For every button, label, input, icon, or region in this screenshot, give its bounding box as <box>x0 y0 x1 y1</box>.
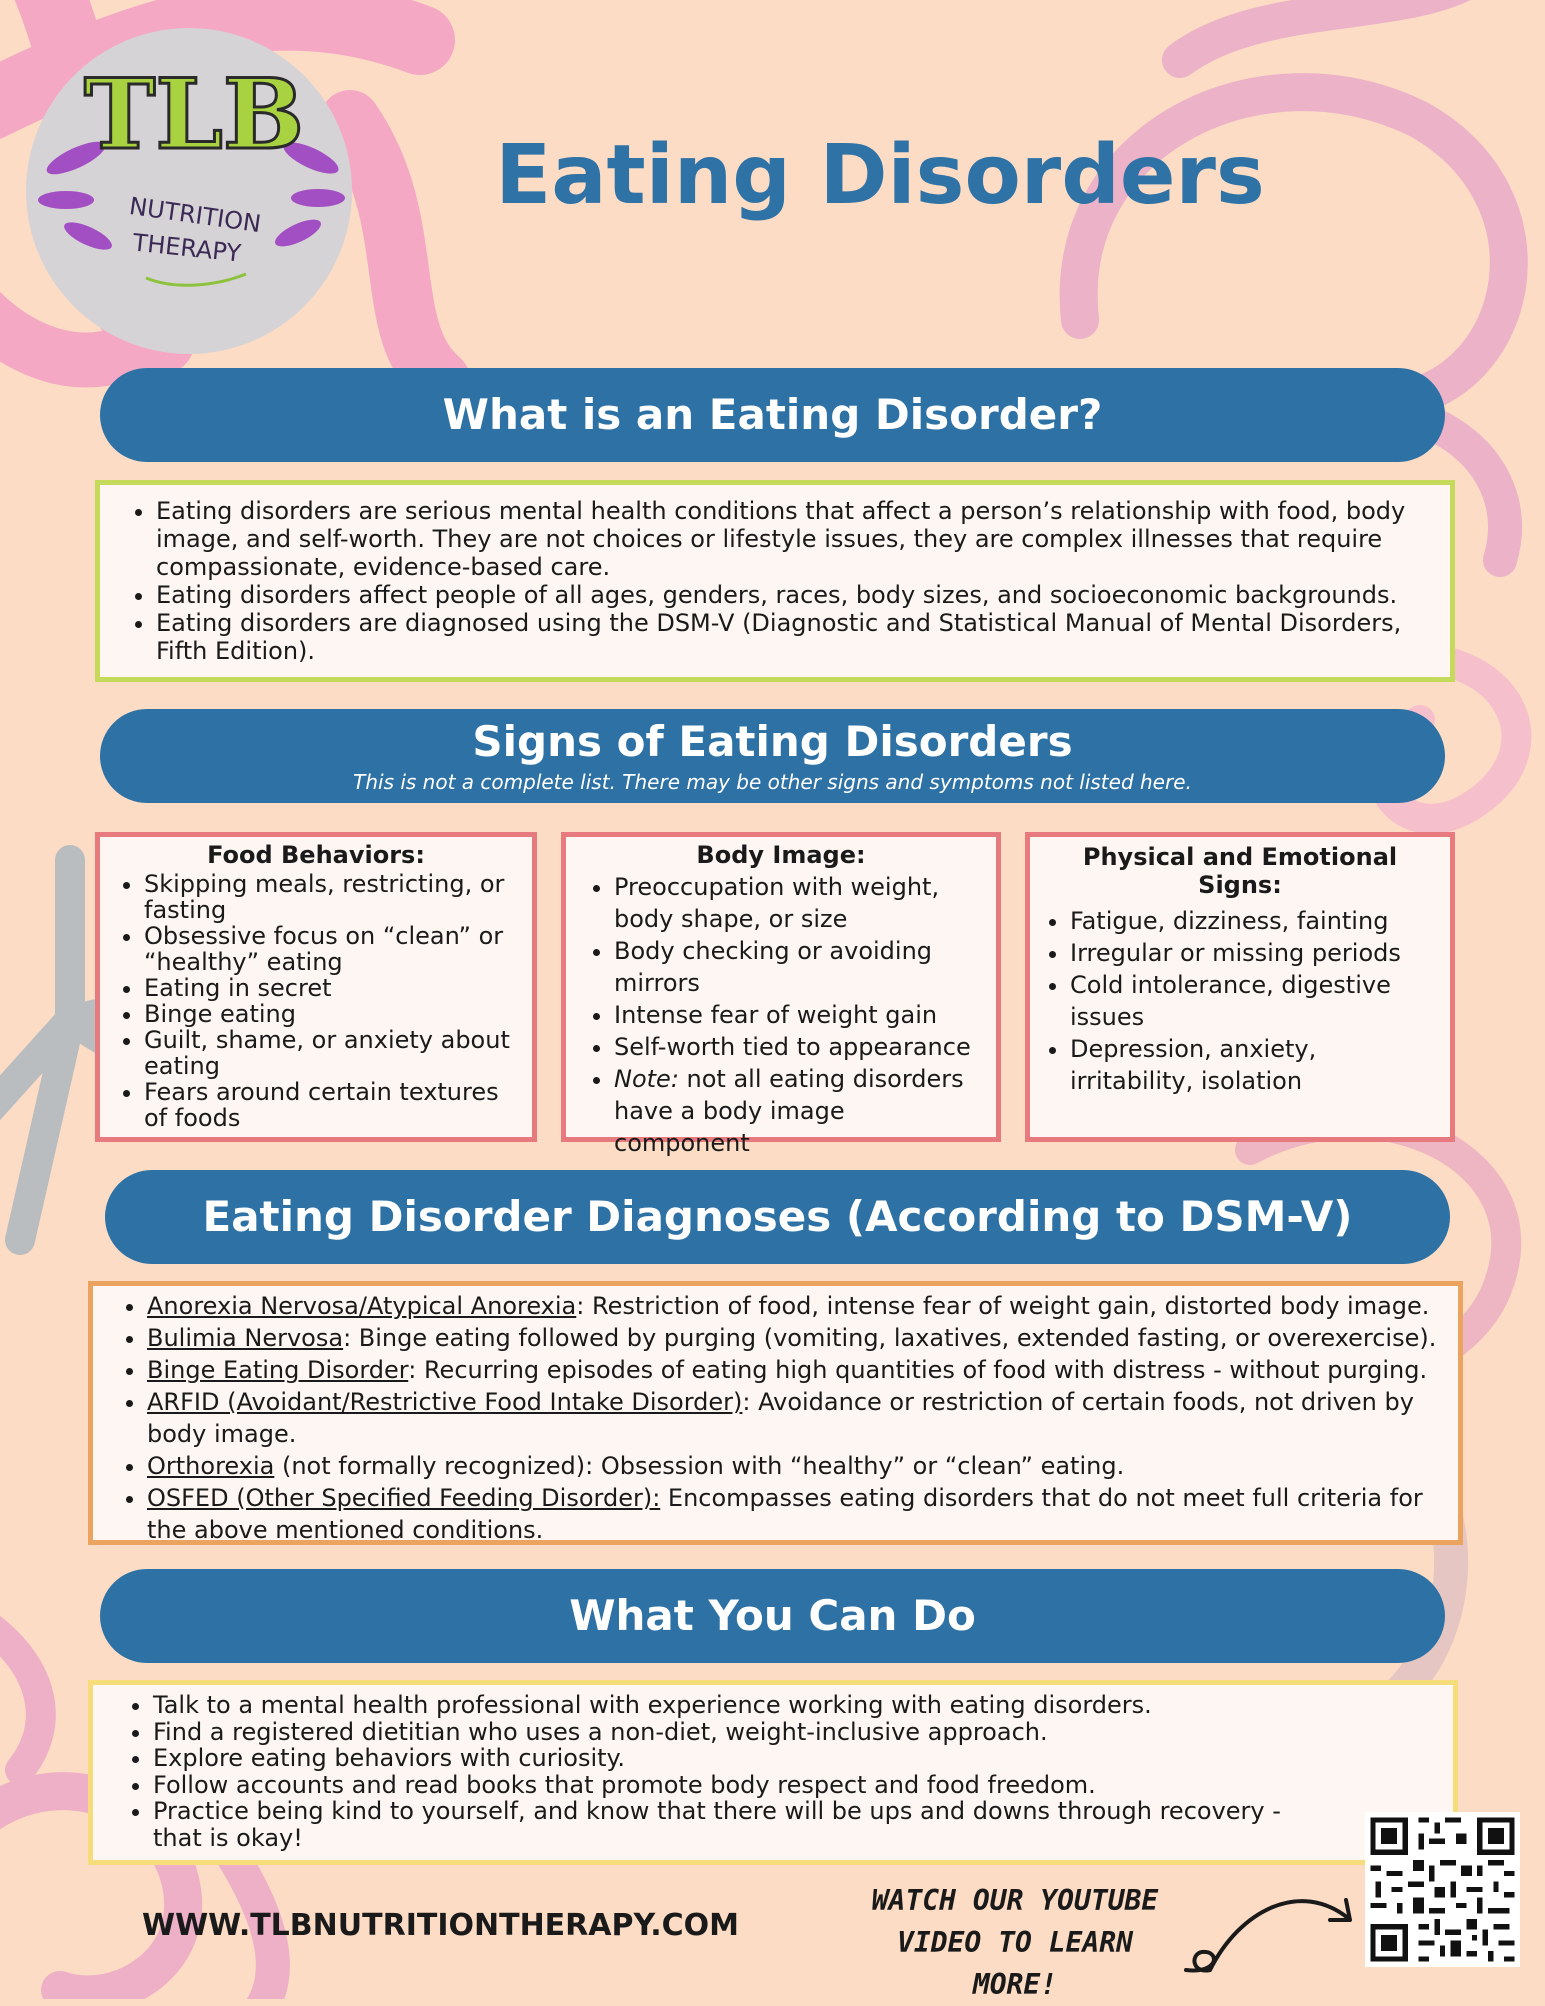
diagnosis-desc: (not formally recognized): Obsession with “healthy” or “clean” eating. <box>274 1452 1125 1480</box>
what-box <box>95 480 1455 682</box>
section-heading-diagnoses: Eating Disorder Diagnoses (According to DSM-V) <box>202 1191 1353 1241</box>
diagnosis-desc: : Avoidance or restriction of certain foods, not driven by body image. <box>147 1388 1414 1448</box>
diagnoses-box <box>88 1281 1463 1545</box>
section-banner-signs <box>100 709 1445 803</box>
diagnosis-term: Orthorexia <box>147 1452 275 1480</box>
list-item: • Binge eating <box>144 1001 520 1027</box>
logo <box>26 28 352 354</box>
section-heading-do: What You Can Do <box>569 1590 976 1640</box>
signs-body-list <box>580 871 982 1159</box>
logo-sub-line1: NUTRITION <box>127 191 263 239</box>
diagnosis-desc: Encompasses eating disorders that do not meet full criteria for the above mentioned conditions. <box>147 1484 1423 1544</box>
page-title: Eating Disorders <box>495 128 1265 223</box>
list-item: • Eating disorders are diagnosed using the DSM-V (Diagnostic and Statistical Manual of Mental Disorders, Fifth Edition). <box>156 609 1430 665</box>
do-box <box>88 1680 1458 1865</box>
list-item <box>147 1386 1440 1450</box>
logo-brand: TLB <box>83 58 305 171</box>
list-item: • Body checking or avoiding mirrors <box>614 935 982 999</box>
section-banner-do <box>100 1569 1445 1663</box>
diagnosis-desc: : Binge eating followed by purging (vomiting, laxatives, extended fasting, or overexercise). <box>343 1324 1437 1352</box>
section-subheading-signs: This is not a complete list. There may be other signs and symptoms not listed here. <box>353 770 1192 795</box>
website-link[interactable]: WWW.TLBNUTRITIONTHERAPY.COM <box>142 1908 739 1943</box>
signs-body-box <box>561 832 1001 1157</box>
list-item: • Follow accounts and read books that promote body respect and food freedom. <box>153 1772 1293 1799</box>
what-list <box>120 497 1430 665</box>
signs-physical-box <box>1025 832 1455 1142</box>
diagnosis-term: Anorexia Nervosa/Atypical Anorexia <box>147 1292 577 1320</box>
list-item: • Eating disorders are serious mental health conditions that affect a person’s relationship with food, body image, and self-worth. They are not choices or lifestyle issues, they are complex illnesses that require compassionate, evidence-based care. <box>156 497 1430 581</box>
section-banner-diagnoses <box>105 1170 1450 1264</box>
list-item <box>147 1482 1440 1546</box>
list-item: • Depression, anxiety, irritability, isolation <box>1070 1033 1436 1097</box>
list-item: • Obsessive focus on “clean” or “healthy” eating <box>144 923 520 975</box>
list-item: • Fatigue, dizziness, fainting <box>1070 905 1436 937</box>
youtube-line-1: WATCH OUR YOUTUBE <box>871 1884 1159 1917</box>
diagnosis-term: Binge Eating Disorder <box>147 1356 409 1384</box>
list-item: • Eating in secret <box>144 975 520 1001</box>
list-item <box>147 1450 1440 1482</box>
list-item <box>147 1354 1440 1386</box>
signs-physical-title: Physical and Emotional Signs: <box>1082 843 1398 899</box>
list-item: • Eating disorders affect people of all ages, genders, races, body sizes, and socioeconomic backgrounds. <box>156 581 1430 609</box>
section-heading-what: What is an Eating Disorder? <box>442 389 1103 439</box>
signs-body-title: Body Image: <box>696 841 866 869</box>
section-banner-what <box>100 368 1445 462</box>
do-list <box>117 1692 1293 1851</box>
list-item: • Fears around certain textures of foods <box>144 1079 520 1131</box>
note-label: Note: <box>614 1065 679 1093</box>
signs-food-title: Food Behaviors: <box>207 841 425 869</box>
list-item: • Preoccupation with weight, body shape, or size <box>614 871 982 935</box>
logo-sub-line2: THERAPY <box>131 228 243 268</box>
diagnosis-term: ARFID (Avoidant/Restrictive Food Intake Disorder) <box>147 1388 743 1416</box>
diagnoses-list <box>111 1290 1440 1546</box>
signs-food-list <box>112 871 520 1131</box>
diagnosis-term: OSFED (Other Specified Feeding Disorder): <box>147 1484 661 1512</box>
list-item: • Skipping meals, restricting, or fasting <box>144 871 520 923</box>
list-item: • Talk to a mental health professional with experience working with eating disorders. <box>153 1692 1293 1719</box>
arrow-icon <box>1180 1870 1360 1980</box>
diagnosis-term: Bulimia Nervosa <box>147 1324 344 1352</box>
list-item: • Explore eating behaviors with curiosity. <box>153 1745 1293 1772</box>
diagnosis-desc: : Restriction of food, intense fear of weight gain, distorted body image. <box>576 1292 1430 1320</box>
list-item <box>147 1290 1440 1322</box>
list-item: • Practice being kind to yourself, and know that there will be ups and downs through recovery - that is okay! <box>153 1798 1293 1851</box>
list-item: • Self-worth tied to appearance <box>614 1031 982 1063</box>
qr-code-icon[interactable] <box>1365 1812 1520 1967</box>
section-heading-signs: Signs of Eating Disorders <box>472 716 1073 766</box>
note-text: not all eating disorders have a body image component <box>614 1065 964 1157</box>
list-item: • Guilt, shame, or anxiety about eating <box>144 1027 520 1079</box>
signs-physical-list <box>1044 905 1436 1097</box>
list-item-note <box>614 1063 982 1159</box>
signs-food-box <box>95 832 537 1142</box>
diagnosis-desc: : Recurring episodes of eating high quantities of food with distress - without purging. <box>408 1356 1428 1384</box>
logo-underline <box>146 274 246 285</box>
list-item: • Irregular or missing periods <box>1070 937 1436 969</box>
youtube-callout <box>850 1880 1180 2006</box>
list-item: • Find a registered dietitian who uses a non-diet, weight-inclusive approach. <box>153 1719 1293 1746</box>
list-item: • Cold intolerance, digestive issues <box>1070 969 1436 1033</box>
list-item <box>147 1322 1440 1354</box>
youtube-line-2: VIDEO TO LEARN MORE! <box>896 1926 1133 2001</box>
list-item: • Intense fear of weight gain <box>614 999 982 1031</box>
